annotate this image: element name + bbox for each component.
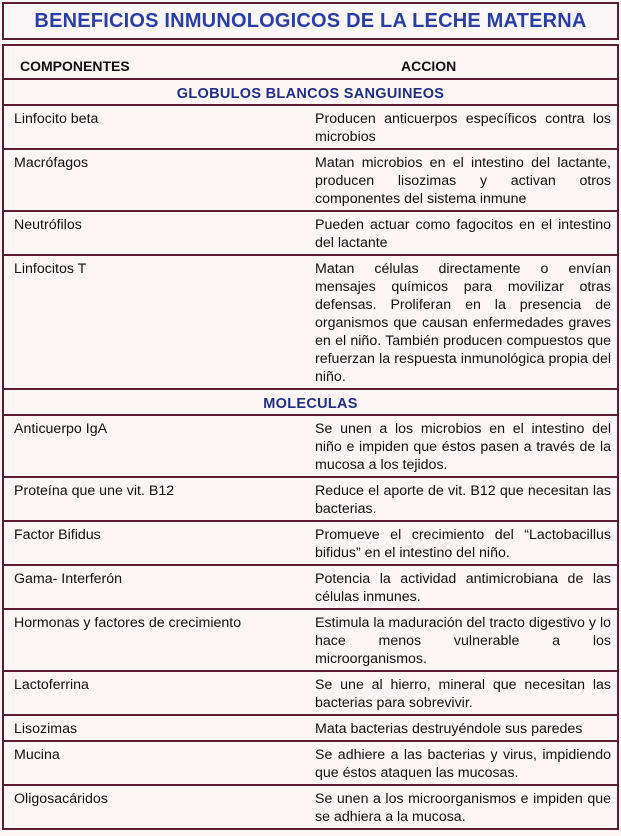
action-cell: Matan células directamente o envían mensajes químicos para movilizar otras defensas. Proliferan en la presencia de organismos que causan enfermedades graves en el niño. También producen compuestos que refuerzan la respuesta inmunológica propia del niño. xyxy=(315,261,611,385)
header-components: COMPONENTES xyxy=(20,58,130,74)
component-cell: Mucina xyxy=(14,747,60,763)
component-cell: Oligosacáridos xyxy=(14,791,108,807)
component-cell: Macrófagos xyxy=(14,155,89,171)
table-row xyxy=(4,716,617,742)
table-row xyxy=(4,150,617,212)
table-header-row xyxy=(4,46,617,80)
component-cell: Proteína que une vit. B12 xyxy=(14,483,175,499)
action-cell: Mata bacterias destruyéndole sus paredes xyxy=(315,721,583,737)
section-header xyxy=(4,390,617,416)
action-cell: Estimula la maduración del tracto digestivo y lo hace menos vulnerable a los microorganismos. xyxy=(315,615,611,667)
section-label: MOLECULAS xyxy=(263,396,358,412)
table-row xyxy=(4,610,617,672)
action-cell: Se unen a los microbios en el intestino del niño e impiden que éstos pasen a través de la mucosa a los tejidos. xyxy=(315,421,611,473)
table-row xyxy=(4,416,617,478)
component-cell: Anticuerpo IgA xyxy=(14,421,108,437)
action-cell: Potencia la actividad antimicrobiana de las células inmunes. xyxy=(315,571,611,605)
table-row xyxy=(4,256,617,390)
action-cell: Se unen a los microorganismos e impiden que se adhiera a la mucosa. xyxy=(315,791,611,825)
component-cell: Neutrófilos xyxy=(14,217,82,233)
component-cell: Factor Bifidus xyxy=(14,527,101,543)
table-row xyxy=(4,672,617,716)
component-cell: Hormonas y factores de crecimiento xyxy=(14,615,242,631)
component-cell: Gama- Interferón xyxy=(14,571,123,587)
table-row xyxy=(4,566,617,610)
action-cell: Promueve el crecimiento del “Lactobacillus bifidus” en el intestino del niño. xyxy=(315,527,611,561)
table-row xyxy=(4,212,617,256)
action-cell: Reduce el aporte de vit. B12 que necesitan las bacterias. xyxy=(315,483,611,517)
action-cell: Producen anticuerpos específicos contra los microbios xyxy=(315,111,611,145)
document-page xyxy=(2,2,619,832)
table-row xyxy=(4,742,617,786)
table-row xyxy=(4,478,617,522)
table-body xyxy=(4,80,617,830)
action-cell: Se une al hierro, mineral que necesitan las bacterias para sobrevivir. xyxy=(315,677,611,711)
table-row xyxy=(4,786,617,830)
component-cell: Lactoferrina xyxy=(14,677,89,693)
page-title: BENEFICIOS INMUNOLOGICOS DE LA LECHE MATERNA xyxy=(2,2,619,40)
action-cell: Pueden actuar como fagocitos en el intestino del lactante xyxy=(315,217,611,251)
action-cell: Matan microbios en el intestino del lactante, producen lisozimas y activan otros componentes del sistema inmune xyxy=(315,155,611,207)
section-header xyxy=(4,80,617,106)
benefits-table xyxy=(2,44,619,830)
component-cell: Lisozimas xyxy=(14,721,78,737)
table-row xyxy=(4,522,617,566)
table-row xyxy=(4,106,617,150)
component-cell: Linfocito beta xyxy=(14,111,99,127)
header-action: ACCION xyxy=(401,58,457,74)
component-cell: Linfocitos T xyxy=(14,261,87,277)
action-cell: Se adhiere a las bacterias y virus, impidiendo que éstos ataquen las mucosas. xyxy=(315,747,611,781)
section-label: GLOBULOS BLANCOS SANGUINEOS xyxy=(176,86,445,102)
